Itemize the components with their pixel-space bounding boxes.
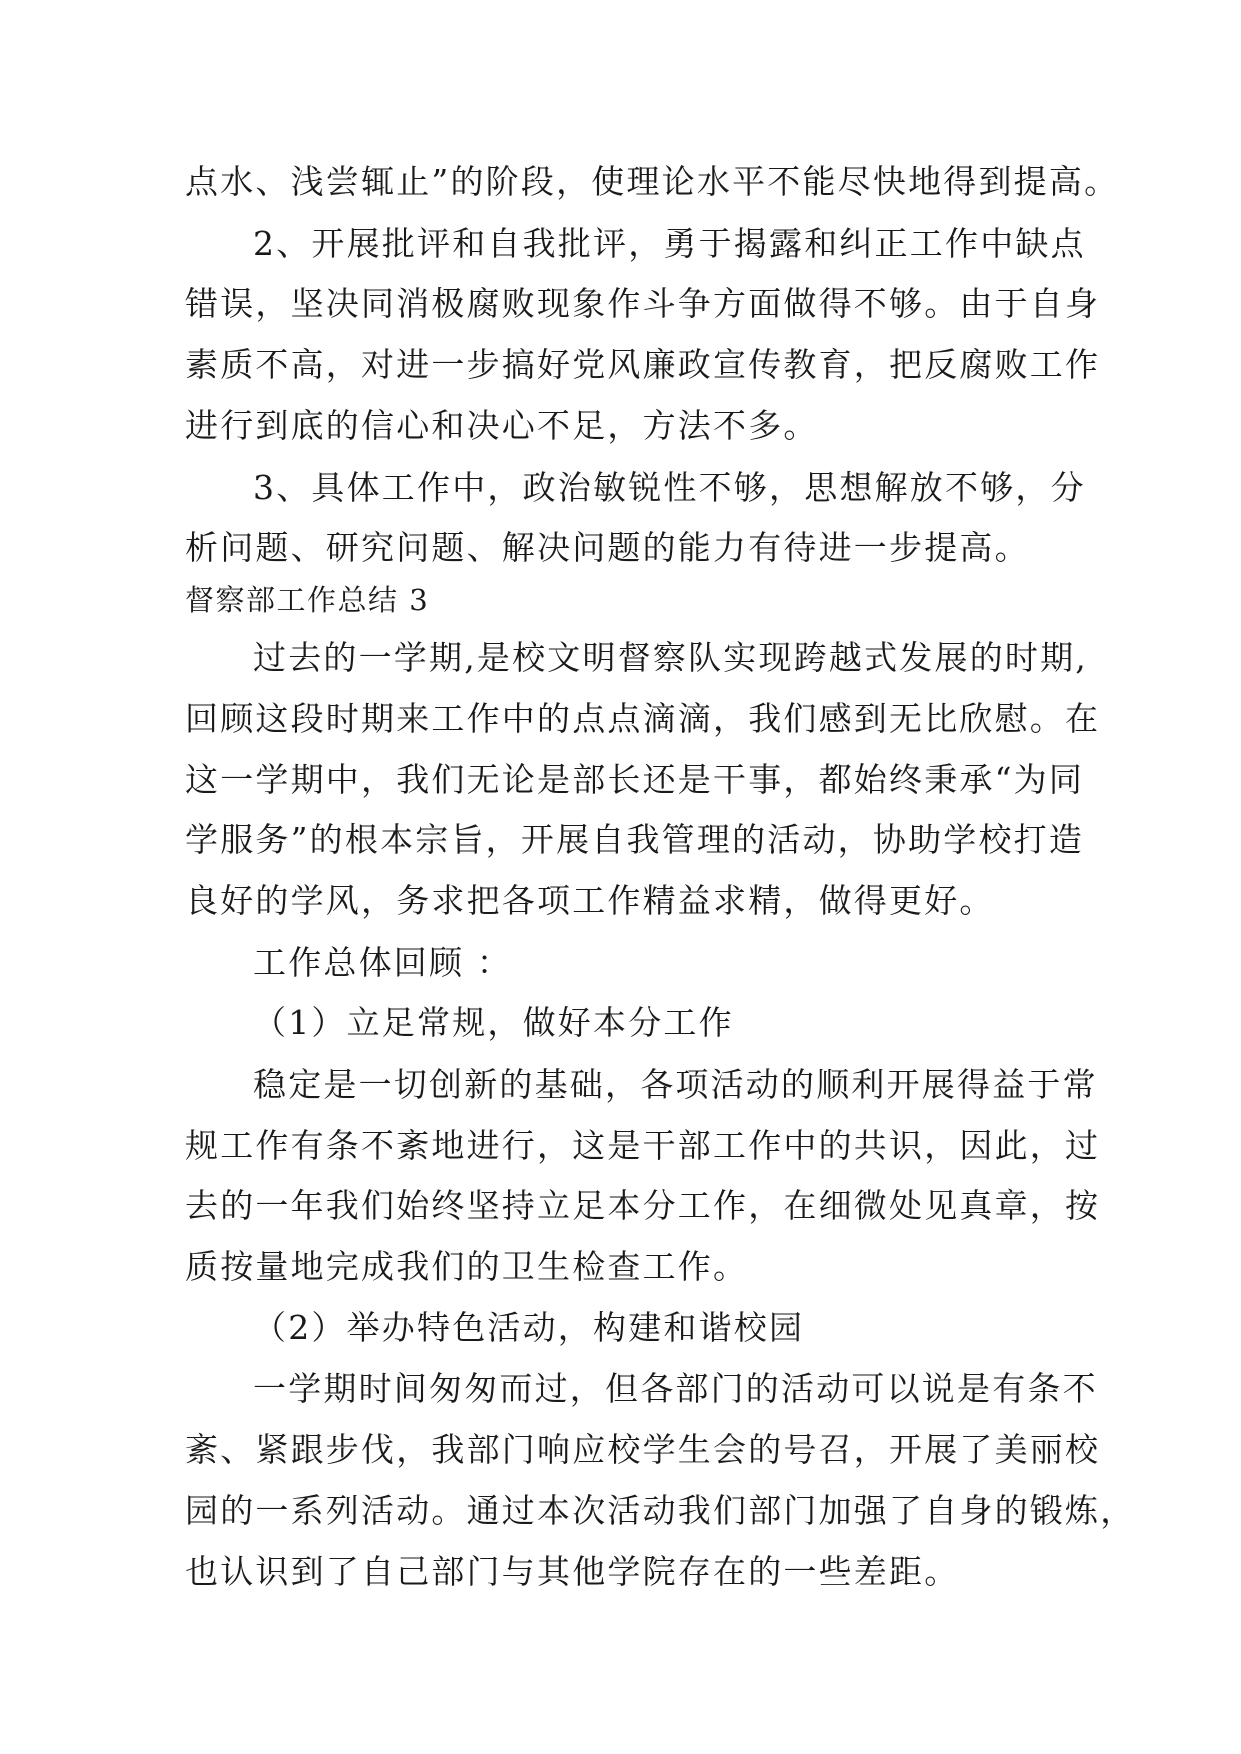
subsection-heading: 工作总体回顾 ：	[253, 943, 513, 982]
body-text-line: 素质不高，对进一步搞好党风廉政宣传教育，把反腐败工作	[185, 345, 1101, 384]
body-text-line: 点水、浅尝辄止”的阶段，使理论水平不能尽快地得到提高。	[185, 162, 1120, 201]
body-text-line: 稳定是一切创新的基础，各项活动的顺利开展得益于常	[253, 1065, 1098, 1104]
body-text-line: 这一学期中，我们无论是部长还是干事，都始终秉承“为同	[185, 760, 1085, 799]
body-text-line: 紊、紧跟步伐，我部门响应校学生会的号召，开展了美丽校	[185, 1430, 1101, 1469]
body-text-line: 良好的学风，务求把各项工作精益求精，做得更好。	[185, 881, 995, 920]
body-text-line: 3、具体工作中，政治敏锐性不够，思想解放不够，分	[253, 468, 1086, 507]
body-text-line: 2、开展批评和自我批评，勇于揭露和纠正工作中缺点	[253, 224, 1086, 263]
body-text-line: 园的一系列活动。通过本次活动我们部门加强了自身的锻炼，	[185, 1491, 1136, 1530]
subsection-heading: （2）举办特色活动，构建和谐校园	[253, 1308, 805, 1347]
subsection-heading: （1）立足常规，做好本分工作	[253, 1003, 734, 1042]
body-text-line: 过去的一学期,是校文明督察队实现跨越式发展的时期,	[253, 638, 1088, 677]
body-text-line: 析问题、研究问题、解决问题的能力有待进一步提高。	[185, 528, 1030, 567]
section-heading: 督察部工作总结 3	[185, 583, 430, 617]
body-text-line: 一学期时间匆匆而过，但各部门的活动可以说是有条不	[253, 1369, 1098, 1408]
body-text-line: 进行到底的信心和决心不足，方法不多。	[185, 406, 819, 445]
body-text-line: 错误，坚决同消极腐败现象作斗争方面做得不够。由于自身	[185, 284, 1101, 323]
body-text-line: 质按量地完成我们的卫生检查工作。	[185, 1247, 749, 1286]
body-text-line: 规工作有条不紊地进行，这是干部工作中的共识，因此，过	[185, 1126, 1101, 1165]
body-text-line: 学服务”的根本宗旨，开展自我管理的活动，协助学校打造	[185, 820, 1085, 859]
body-text-line: 也认识到了自己部门与其他学院存在的一些差距。	[185, 1552, 960, 1591]
body-text-line: 回顾这段时期来工作中的点点滴滴，我们感到无比欣慰。在	[185, 699, 1101, 738]
body-text-line: 去的一年我们始终坚持立足本分工作，在细微处见真章，按	[185, 1186, 1101, 1225]
